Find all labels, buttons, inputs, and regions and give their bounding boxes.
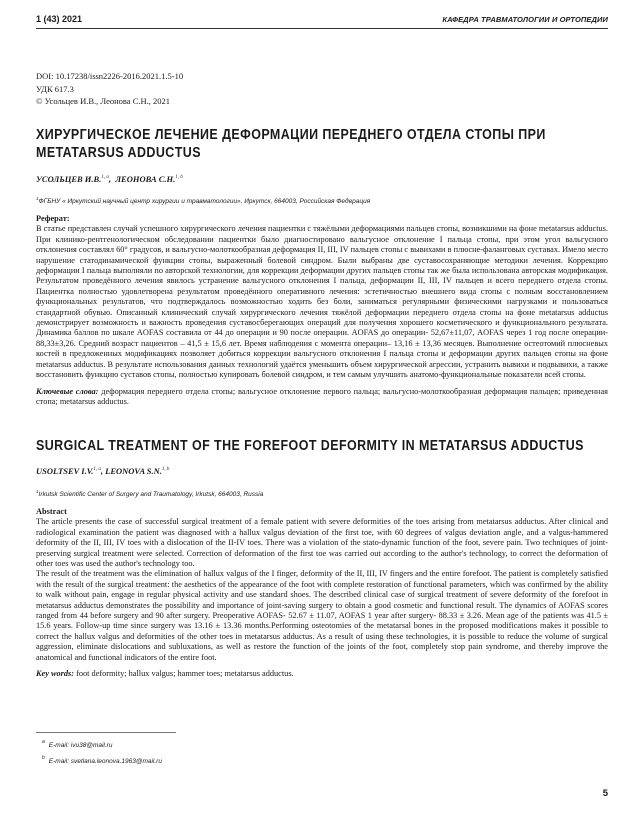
page-number: 5 [602,788,608,799]
ru-keywords-text: деформация переднего отдела стопы; вальгусное отклонение первого пальца; вальгусно-молоткообразная деформация пальцев; приведенная стопа; metatarsus adductus. [36,386,608,406]
en-title: SURGICAL TREATMENT OF THE FOREFOOT DEFORMITY IN METATARSUS ADDUCTUS [36,438,584,454]
ru-abstract-section [36,214,608,407]
en-author-1-sup: 1, a [93,467,101,473]
footnote-divider [36,732,176,733]
doi-link[interactable]: DOI: 10.17238/issn2226-2016.2021.1.5-10 [36,71,184,81]
en-affiliation-text: Irkutsk Scientific Center of Surgery and Traumatology, Irkutsk, 664003, Russia [38,491,264,499]
footnote-a-marker: a [42,739,45,745]
en-affiliation [36,489,263,498]
ru-title-line2: METATARSUS ADDUCTUS [36,145,201,161]
en-abstract-para-2: The result of the treatment was the elimination of hallux valgus of the I finger, deformity of the II, III, IV fingers and the entire forefoot. The patient is completely satisfied with the result of the surgical treatment: the aesthetics of the appearance of the foot with complete restoration of functional parameters, which was confirmed by the ability to walk without pain, engage in regular physical activity and use standard shoes. The described clinical case of surgical treatment of severe deformity of the forefoot in metatarsus adductus demonstrates the possibility and importance of joint-saving surgery to obtain a good cosmetic and functional result. The dynamics of AOFAS scores ranged from 44 before surgery and 90 after surgery. Preoperative AOFAS- 52.67 ± 11.07, AOFAS 1 year after surgery- 88.33 ± 3.26. Mean age of the patients was 41.5 ± 15.6 years. Follow-up time since surgery was 13.16 ± 13.36 months.Performing osteotomies of the metatarsal bones in the proposed modifications makes it possible to correct the hallux valgus and deformities of the other toes in metatarsus adductus. As a result of using these technologies, it is possible to reduce the volume of surgical aggression, eliminate dislocations and subluxations, as well as restore the function of the joints of the foot, completely stop pain syndrome, and thereby improve the anatomical and functional indicators of the entire foot. [36,569,608,662]
udk-code: УДК 617.3 [36,83,74,94]
running-header [36,14,608,29]
en-keywords-text: foot deformity; hallux valgus; hammer toes; metatarsus adductus. [76,669,294,679]
en-abstract-label: Abstract [36,507,67,516]
en-abstract-para-1: The article presents the case of successful surgical treatment of a female patient with severe deformities of the toes arising from metatarsus adductus. After clinical and radiological examination the patient was diagnosed with a hallux valgus deviation of the first toe, with 60 degrees of valgus deviation angle, and a valgus-hammered deformity of the II, III, IV toes with a dislocation of the II-IV toes. There was a violation of the stato-dynamic function of the foot, severe pain. Two techniques of joint-preserving surgical treatment were selected. Correction of deformation of the first toe was carried out according to the author's technology, to correct the deformation of other toes was used the author's technology too. [36,517,608,569]
en-abstract-section [36,507,608,680]
en-author-2-sup: 1, b [161,467,170,473]
footnote-a [42,739,113,750]
en-author-sep: , [100,466,106,476]
footnote-b-email[interactable]: E-mail: svetlana.leonova.1963@mail.ru [48,758,162,766]
en-author-2: LEONOVA S.N. [105,466,162,476]
ru-abstract-text: В статье представлен случай успешного хирургического лечения пациентки с тяжёлыми деформациями пальцев стопы, возникшими на фоне metatarsus adductus. При клинико-рентгенологическом обследовании пациентки было диагностировано вальгусное отклонение I пальца стопы, при этом угол вальгусного отклонения составлял 60° градусов, и вальгусно-молоткообразная деформация II, III, IV пальцев стопы с вывихами в плюсне-фаланговых суставах. Имело место нарушение статодинамической функции стопы, выраженный болевой синдром. Были выбраны две суставосохраняющие методики лечения. Коррекцию деформации I пальца выполняли по авторской технологии, для коррекции деформации других пальцев стопы так же была использована авторская модификация. Результатом проведённого лечения явилось устранение вальгусного отклонения I пальца, деформации II, III, IV пальцев и всего переднего отдела стопы. Пациентка полностью удовлетворена результатом проведённого оперативного лечения: эстетичностью внешнего вида стопы с полным восстановлением функциональных результатов, что подтверждалось возможностью ходить без боли, заниматься регулярными физическими нагрузками и пользоваться стандартной обувью. Описанный клинический случай хирургического лечения тяжёлой деформации переднего отдела стопы на фоне metatarsus adductus демонстрирует возможность и важность проведения суставосберегающих операций для получения хорошего косметического и функционального результата. Динамика баллов по шкале AOFAS составила от 44 до операции и 90 после операции. AOFAS до операции- 52,67±11,07, AOFAS через 1 год после операции- 88,33±3,26. Средний возраст пациентов – 41,5 ± 15,6 лет. Время наблюдения с момента операции– 13,16 ± 13,36 месяцев. Выполнение остеотомий плюсневых костей в предложенных модификациях позволяет добиться коррекции вальгусного отклонения I пальца стопы и деформации других пальцев стопы на фоне metatarsus adductus. В результате использования данных технологий удаётся уменьшить объем хирургической агрессии, устранить вывихи и подвывихи, а также восстановить функцию суставов стопы, полностью купировать болевой синдром, и тем самым улучшить анатомо-функциональные показатели всей стопы. [36,224,608,380]
ru-author-2: ЛЕОНОВА С.Н. [115,174,176,184]
article-meta [36,70,183,108]
footnote-a-email[interactable]: E-mail: ivu38@mail.ru [48,742,113,750]
copyright-line: © Усольцев И.В., Леонова С.Н., 2021 [36,96,171,106]
en-keywords [36,669,608,679]
en-author-1: USOLTSEV I.V. [36,466,94,476]
ru-abstract-label: Реферат: [36,214,70,223]
ru-author-1: УСОЛЬЦЕВ И.В. [36,174,102,184]
footnote-b [42,755,162,766]
ru-affiliation-text: ФГБНУ « Иркутский научный центр хирургии и травматологии», Иркутск, 664003, Российская Федерация [38,198,371,206]
ru-affiliation-sup: 1 [36,196,39,201]
en-authors [36,466,169,476]
ru-author-1-sup: 1, a [101,175,109,181]
ru-author-2-sup: 1, b [175,175,183,181]
ru-keywords-label: Ключевые слова: [36,386,99,396]
ru-title [36,126,638,162]
ru-affiliation [36,196,370,205]
en-affiliation-sup: 1 [36,489,39,494]
footnote-b-marker: b [42,755,45,761]
journal-section: КАФЕДРА ТРАВМАТОЛОГИИ И ОРТОПЕДИИ [442,15,608,24]
ru-keywords [36,387,608,408]
ru-title-line1: ХИРУРГИЧЕСКОЕ ЛЕЧЕНИЕ ДЕФОРМАЦИИ ПЕРЕДНЕГО ОТДЕЛА СТОПЫ ПРИ [36,127,546,143]
ru-authors: УСОЛЬЦЕВ И.В.$^{1, a}$, ЛЕОНОВА С.Н.$^{1, b}$ [36,174,183,184]
issue-number: 1 (43) 2021 [36,14,83,24]
en-keywords-label: Key words: [36,669,75,679]
